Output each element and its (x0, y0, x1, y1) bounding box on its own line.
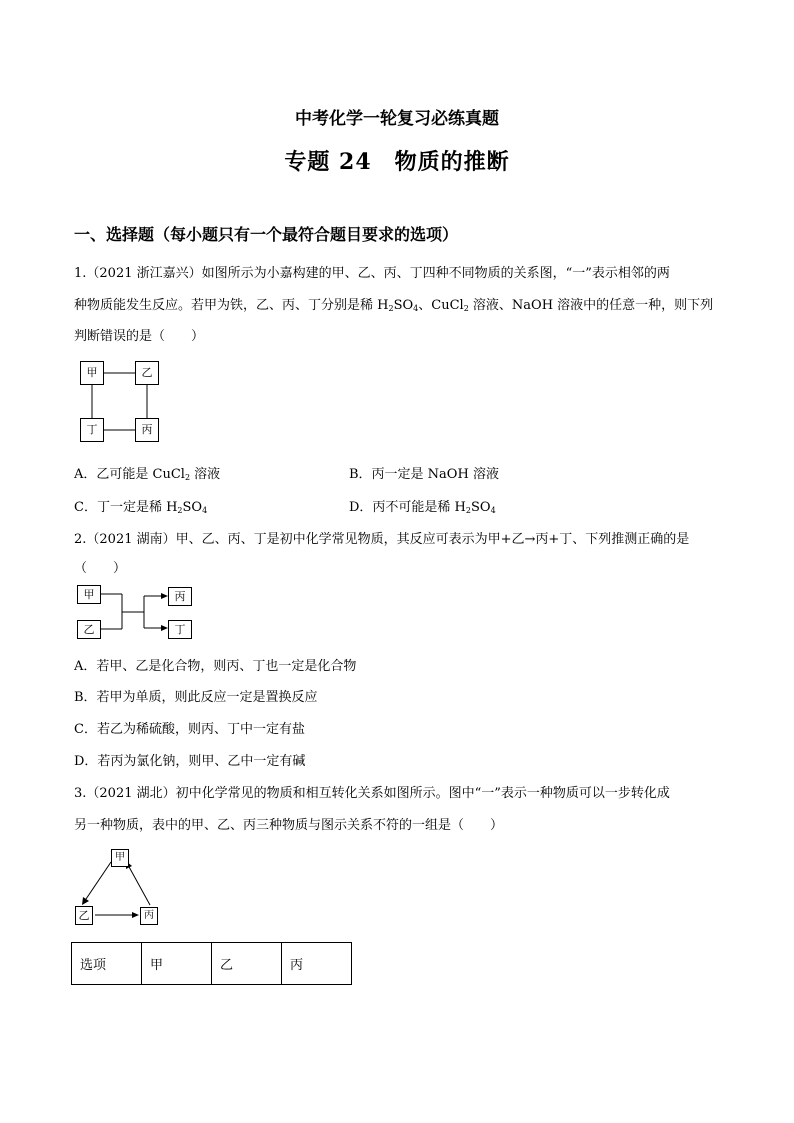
q1-option-b: B．丙一定是 NaOH 溶液 (349, 467, 499, 482)
q3-node-yi: 乙 (75, 906, 93, 925)
table-header-cell: 丙 (282, 943, 352, 985)
table-header-cell: 甲 (142, 943, 212, 985)
q1-option-d: D．丙不可能是稀 $H_2SO_4$ (349, 500, 496, 515)
q2-option-d: D．若丙为氯化钠，则甲、乙中一定有碱 (74, 754, 306, 769)
q1-line1: 1.（2021 浙江嘉兴）如图所示为小嘉构建的甲、乙、丙、丁四种不同物质的关系图，“一”表示相邻的两 (74, 266, 670, 281)
q2-node-yi: 乙 (77, 620, 101, 639)
table-row (72, 943, 352, 985)
page-title: 中考化学一轮复习必练真题 (295, 109, 499, 129)
q1-node-yi: 乙 (135, 361, 159, 385)
q3-node-bing: 丙 (140, 907, 158, 925)
q1-node-bing: 丙 (135, 418, 159, 442)
q1-option-a: A．乙可能是 CuCl$_2$ 溶液 (74, 467, 221, 482)
q2-line2: （ ） (74, 561, 127, 576)
q1-option-c: C．丁一定是稀 $H_2SO_4$ (74, 500, 208, 515)
q2-option-a: A．若甲、乙是化合物，则丙、丁也一定是化合物 (74, 659, 357, 674)
q2-line1: 2.（2021 湖南）甲、乙、丙、丁是初中化学常见物质，其反应可表示为甲+乙→丙+丁、下列推测正确的是 (74, 532, 690, 547)
q2-node-ding: 丁 (168, 620, 192, 639)
q2-option-b: B．若甲为单质，则此反应一定是置换反应 (74, 690, 318, 705)
table-header-cell: 乙 (212, 943, 282, 985)
section-title: 一、选择题（每小题只有一个最符合题目要求的选项） (74, 225, 459, 244)
q2-node-bing: 丙 (168, 587, 192, 606)
q3-options-table (71, 942, 352, 985)
q3-node-jia: 甲 (111, 849, 129, 867)
q2-option-c: C．若乙为稀硫酸，则丙、丁中一定有盐 (74, 722, 305, 737)
table-header-cell: 选项 (72, 943, 142, 985)
q3-line1: 3.（2021 湖北）初中化学常见的物质和相互转化关系如图所示。图中“一”表示一种物质可以一步转化成 (74, 786, 670, 801)
q1-line2: 种物质能发生反应。若甲为铁，乙、丙、丁分别是稀 $H_2SO_4$、CuCl$_2$ 溶液、NaOH 溶液中的任意一种，则下列 (74, 298, 714, 313)
q1-line3: 判断错误的是（ ） (74, 329, 205, 344)
q3-line2: 另一种物质，表中的甲、乙、丙三种物质与图示关系不符的一组是（ ） (74, 818, 504, 833)
q1-node-ding: 丁 (80, 418, 104, 442)
q2-node-jia: 甲 (77, 585, 101, 604)
q1-node-jia: 甲 (80, 361, 104, 385)
page-subtitle: 专题 24 物质的推断 (284, 149, 510, 175)
